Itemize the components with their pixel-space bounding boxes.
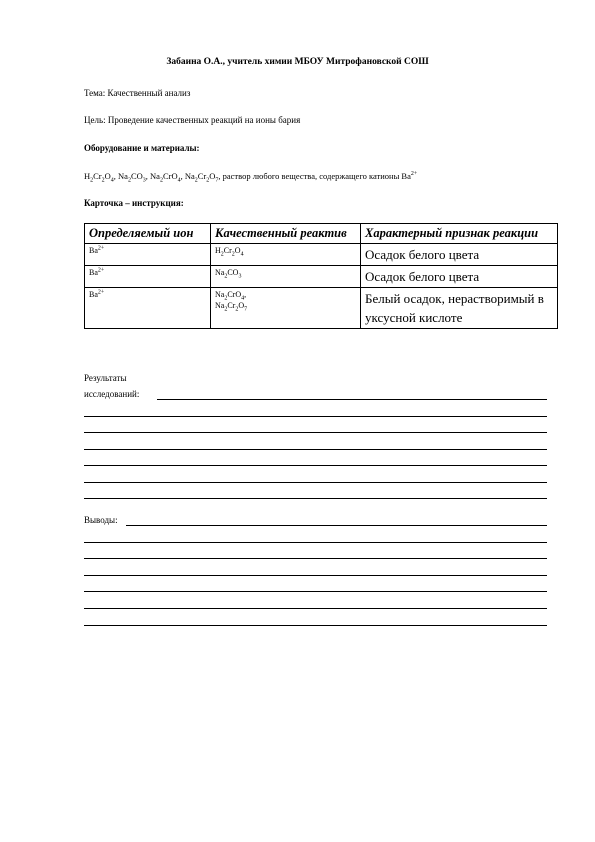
- f6: , Na: [113, 171, 128, 181]
- table-row: [85, 288, 558, 329]
- b4: O: [238, 301, 245, 310]
- cell-reagent: [211, 288, 361, 329]
- results-answer-line[interactable]: [84, 498, 547, 499]
- goal-label: Цель:: [84, 115, 106, 125]
- r1: 2: [220, 251, 224, 258]
- r4: O: [234, 246, 241, 255]
- reagent-line-1: [215, 289, 356, 300]
- ion-text: Ba: [89, 246, 98, 255]
- b3: 2: [235, 306, 239, 313]
- conclusions-answer-line[interactable]: [84, 542, 547, 543]
- f19: 7: [215, 177, 219, 184]
- results-answer-line[interactable]: [84, 416, 547, 417]
- header-ion: Определяемый ион: [85, 224, 211, 244]
- a2: CrO: [227, 290, 242, 299]
- ion-charge: 2+: [97, 245, 105, 252]
- conclusions-answer-line[interactable]: [84, 608, 547, 609]
- f1: 2: [90, 177, 94, 184]
- header-sign: Характерный признак реакции: [361, 224, 558, 244]
- results-answer-line[interactable]: [157, 399, 547, 400]
- cell-ion: [85, 244, 211, 266]
- f11: 2: [159, 177, 163, 184]
- cell-sign: Осадок белого цвета: [361, 244, 558, 266]
- r2: CO: [227, 268, 239, 277]
- r0: Na: [215, 268, 225, 277]
- f17: 2: [206, 177, 210, 184]
- f8: CO: [130, 171, 143, 181]
- f9: 3: [142, 177, 146, 184]
- a3: 4: [241, 295, 245, 302]
- goal-line: [84, 115, 300, 125]
- ion-charge: 2+: [97, 289, 105, 296]
- r3: 3: [238, 273, 242, 280]
- header-reagent: Качественный реактив: [211, 224, 361, 244]
- results-answer-line[interactable]: [84, 465, 547, 466]
- r5: 4: [240, 251, 244, 258]
- cell-reagent: [211, 244, 361, 266]
- b5: 7: [244, 306, 248, 313]
- conclusions-answer-line[interactable]: [84, 625, 547, 626]
- f0: H: [84, 171, 91, 181]
- results-answer-line[interactable]: [84, 432, 547, 433]
- table-row: [85, 244, 558, 266]
- reagent-line-2: [215, 300, 356, 311]
- results-label-line1: Результаты: [84, 373, 127, 383]
- f10: , Na: [145, 171, 160, 181]
- cell-ion: [85, 288, 211, 329]
- cell-reagent: [211, 266, 361, 288]
- conclusions-label: Выводы:: [84, 515, 118, 525]
- f14: , Na: [180, 171, 195, 181]
- author-header: Забаина О.А., учитель химии МБОУ Митрофановской СОШ: [166, 57, 429, 67]
- f2: Cr: [93, 171, 102, 181]
- f20: , раствор любого вещества, содержащего катионы Ba: [218, 171, 411, 181]
- a1: 2: [224, 295, 228, 302]
- results-answer-line[interactable]: [84, 449, 547, 450]
- f4: O: [104, 171, 111, 181]
- ion-text: Ba: [89, 290, 98, 299]
- reagents-line: [84, 171, 418, 184]
- cell-sign: Белый осадок, нерастворимый в уксусной кислоте: [361, 288, 558, 329]
- table-row: [85, 266, 558, 288]
- f3: 2: [101, 177, 105, 184]
- f7: 2: [127, 177, 131, 184]
- topic-line: [84, 88, 190, 98]
- f13: 4: [177, 177, 181, 184]
- r1: 2: [224, 273, 228, 280]
- equipment-title: Оборудование и материалы:: [84, 143, 200, 153]
- cell-ion: [85, 266, 211, 288]
- a4: ,: [244, 290, 247, 299]
- goal-value: Проведение качественных реакций на ионы бария: [105, 115, 301, 125]
- b0: Na: [215, 301, 225, 310]
- f12: CrO: [162, 171, 178, 181]
- instruction-table: [84, 223, 558, 329]
- results-label-line2: исследований:: [84, 389, 140, 399]
- f5: 4: [110, 177, 114, 184]
- f15: 2: [194, 177, 198, 184]
- r3: 2: [231, 251, 235, 258]
- card-title: Карточка – инструкция:: [84, 198, 184, 208]
- b1: 2: [224, 306, 228, 313]
- f16: Cr: [197, 171, 207, 181]
- conclusions-answer-line[interactable]: [126, 525, 547, 526]
- topic-value: Качественный анализ: [105, 88, 191, 98]
- ion-text: Ba: [89, 268, 98, 277]
- cell-sign: Осадок белого цвета: [361, 266, 558, 288]
- results-answer-line[interactable]: [84, 482, 547, 483]
- table-header-row: [85, 224, 558, 244]
- b2: Cr: [227, 301, 236, 310]
- r2: Cr: [223, 246, 232, 255]
- ion-charge: 2+: [97, 267, 105, 274]
- f18: O: [209, 171, 216, 181]
- conclusions-answer-line[interactable]: [84, 558, 547, 559]
- r0: H: [215, 246, 221, 255]
- conclusions-answer-line[interactable]: [84, 575, 547, 576]
- f21: 2+: [410, 171, 418, 178]
- topic-label: Тема:: [84, 88, 106, 98]
- a0: Na: [215, 290, 225, 299]
- conclusions-answer-line[interactable]: [84, 591, 547, 592]
